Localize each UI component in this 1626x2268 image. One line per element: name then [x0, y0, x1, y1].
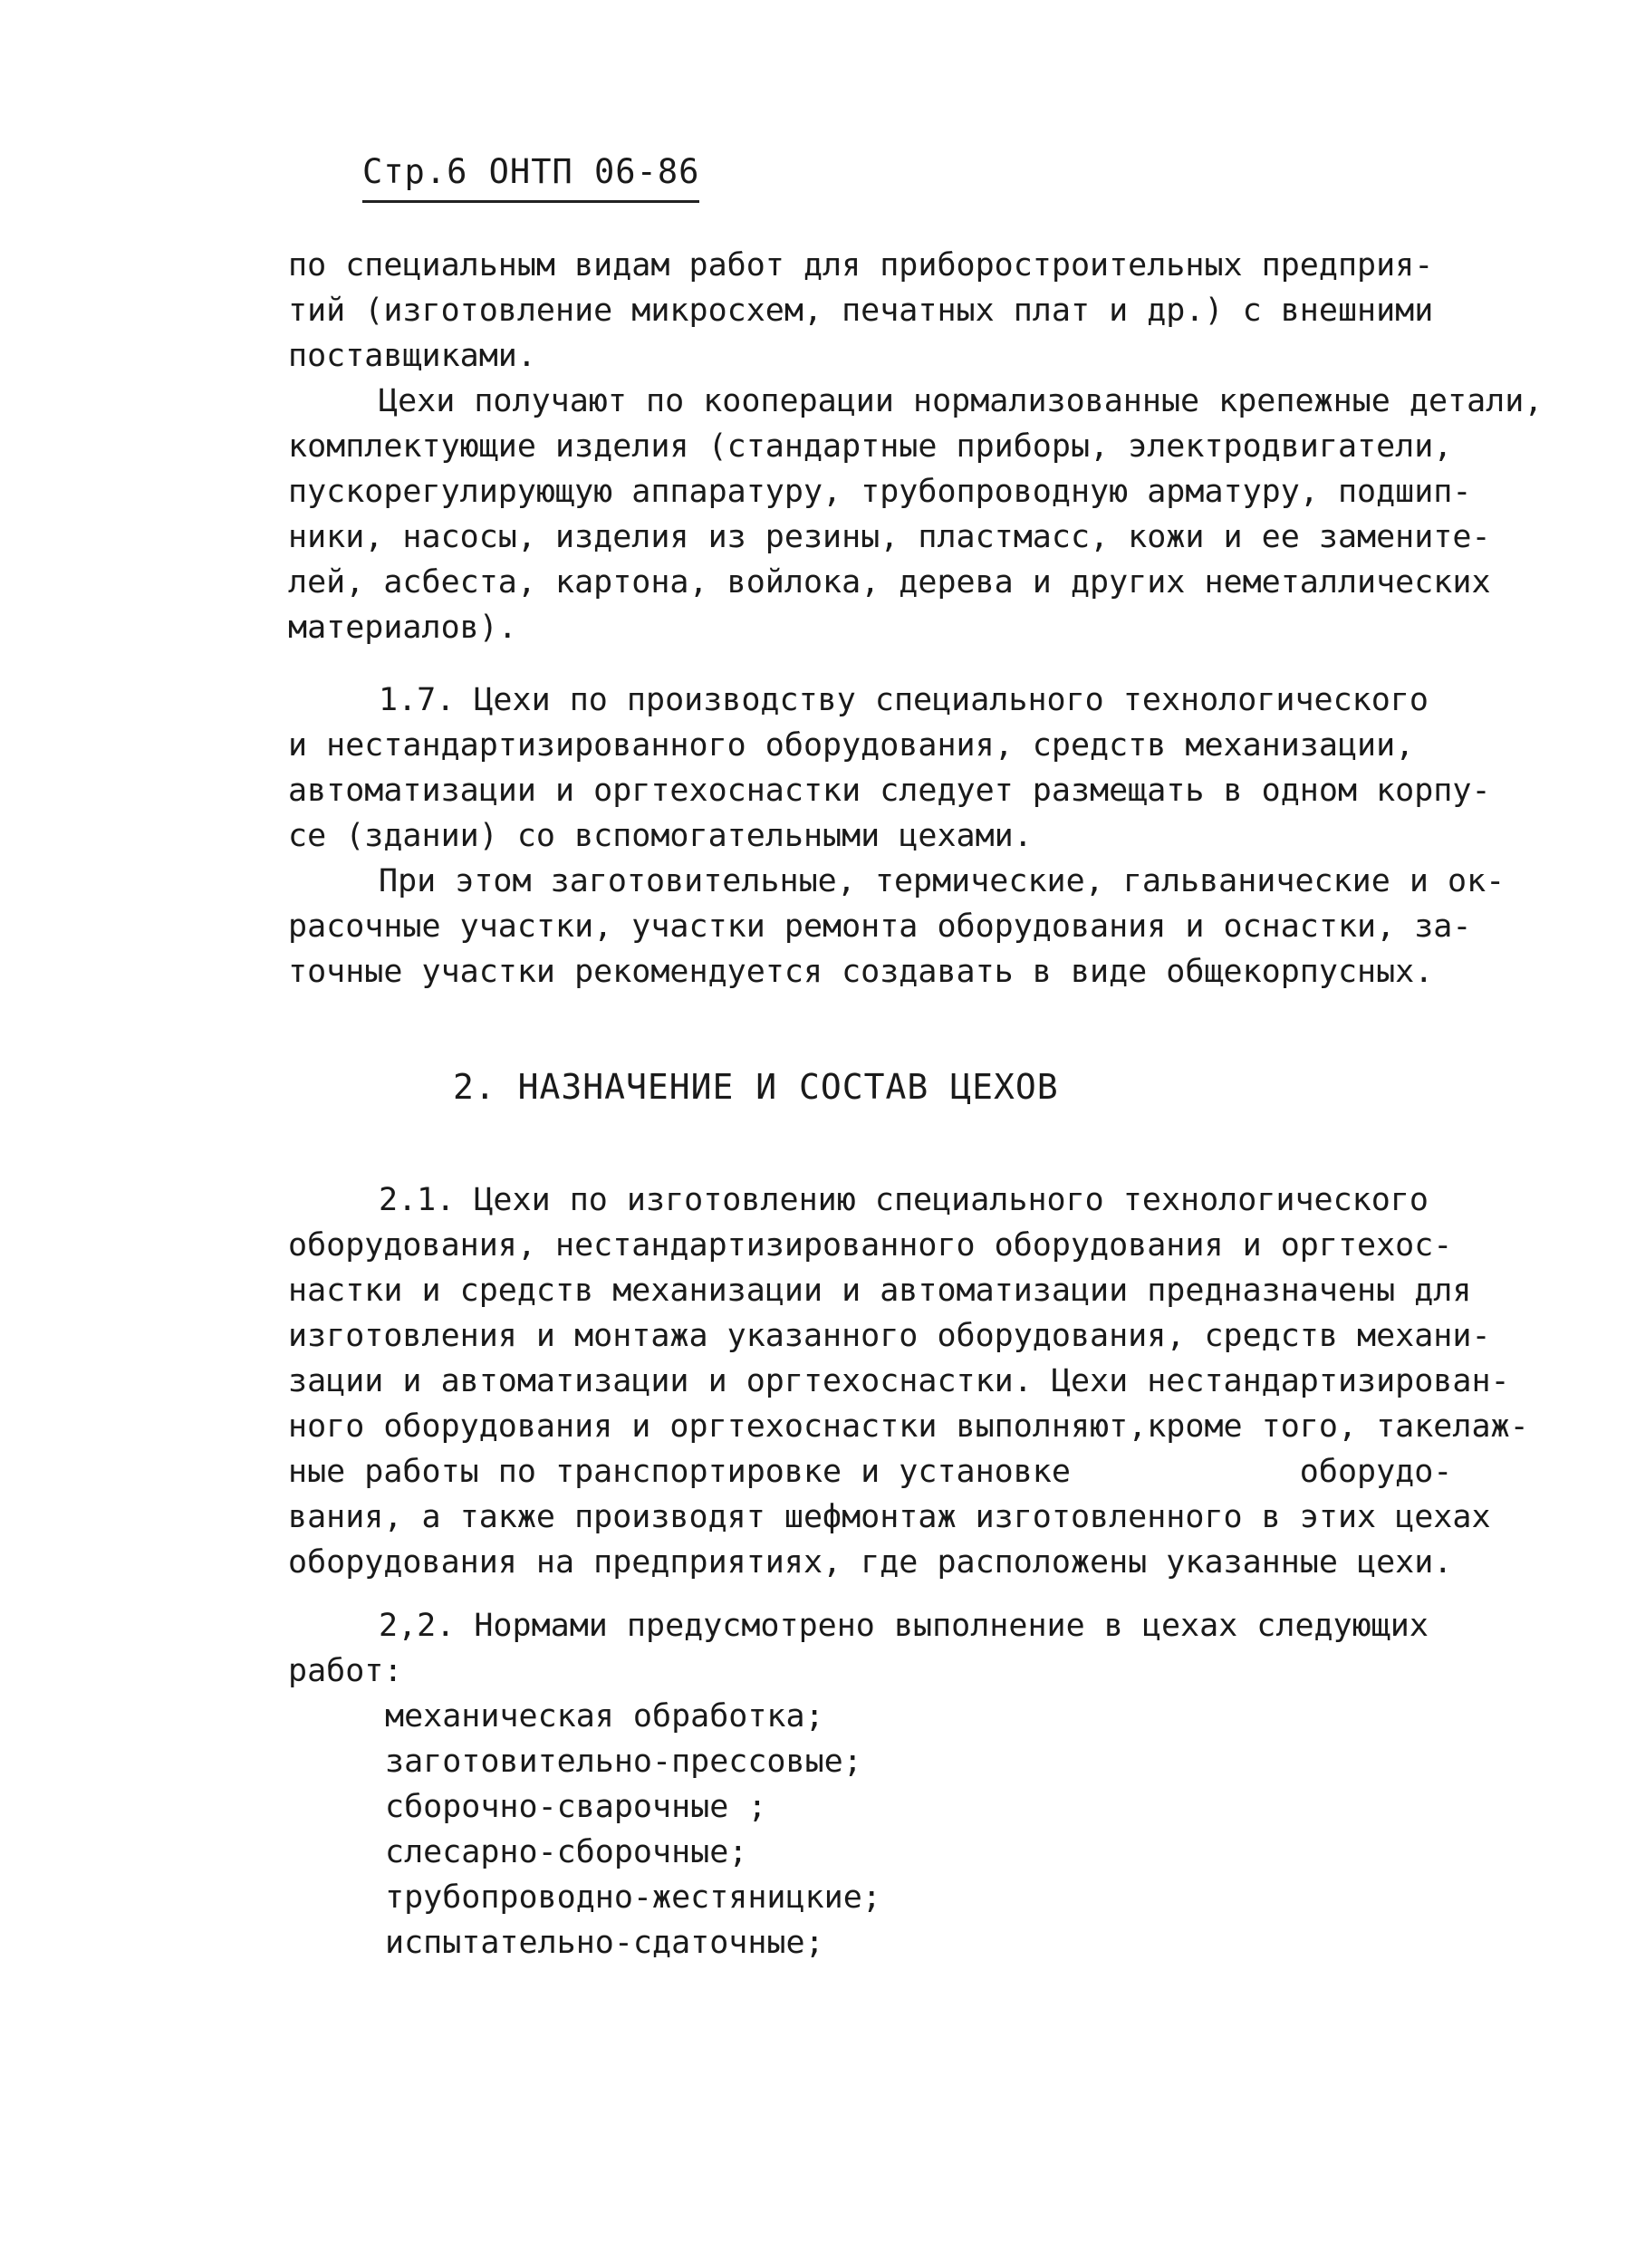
- text-line: автоматизации и оргтехоснастки следует размещать в одном корпу-: [288, 773, 1491, 809]
- list-item: трубопроводно-жестяницкие;: [385, 1879, 881, 1916]
- section-title: 2. НАЗНАЧЕНИЕ И СОСТАВ ЦЕХОВ: [453, 1067, 1059, 1107]
- text-line: расочные участки, участки ремонта оборудования и оснастки, за-: [288, 908, 1472, 945]
- text-line: При этом заготовительные, термические, гальванические и ок-: [379, 863, 1506, 899]
- text-line: 1.7. Цехи по производству специального технологического: [379, 682, 1429, 718]
- text-line: оборудования, нестандартизированного оборудования и оргтехос-: [288, 1227, 1453, 1264]
- list-item: заготовительно-прессовые;: [385, 1744, 862, 1780]
- paragraph-3: [288, 678, 1538, 859]
- page-header: Стр.6 ОНТП 06-86: [362, 152, 699, 203]
- text-line: оборудования на предприятиях, где расположены указанные цехи.: [288, 1544, 1453, 1581]
- text-line: изготовления и монтажа указанного оборудования, средств механи-: [288, 1318, 1491, 1354]
- text-line: комплектующие изделия (стандартные приборы, электродвигатели,: [288, 428, 1453, 465]
- text-line: лей, асбеста, картона, войлока, дерева и других неметаллических: [288, 564, 1491, 601]
- list-item: сборочно-сварочные ;: [385, 1789, 767, 1825]
- text-line: материалов).: [288, 610, 517, 646]
- list-item: слесарно-сборочные;: [385, 1834, 748, 1870]
- text-line: се (здании) со вспомогательными цехами.: [288, 818, 1033, 854]
- text-line: ного оборудования и оргтехоснастки выполняют,кроме того, такелаж-: [288, 1408, 1529, 1445]
- text-line: ники, насосы, изделия из резины, пластмасс, кожи и ее замените-: [288, 519, 1491, 555]
- text-line: тий (изготовление микросхем, печатных плат и др.) с внешними: [288, 293, 1434, 329]
- text-line: 2.1. Цехи по изготовлению специального технологического: [379, 1182, 1429, 1218]
- text-line: Цехи получают по кооперации нормализованные крепежные детали,: [379, 383, 1544, 419]
- text-line: точные участки рекомендуется создавать в виде общекорпусных.: [288, 954, 1434, 990]
- text-line: вания, а также производят шефмонтаж изготовленного в этих цехах: [288, 1499, 1491, 1535]
- paragraph-2: [288, 379, 1544, 650]
- paragraph-5: [288, 1177, 1538, 1585]
- work-list: [385, 1694, 881, 1965]
- text-line: и нестандартизированного оборудования, средств механизации,: [288, 727, 1415, 764]
- list-item: испытательно-сдаточные;: [385, 1925, 824, 1961]
- text-line: 2,2. Нормами предусмотрено выполнение в цехах следующих: [379, 1608, 1429, 1644]
- text-line: пускорегулирующую аппаратуру, трубопроводную арматуру, подшип-: [288, 474, 1472, 510]
- text-line: работ:: [288, 1653, 403, 1689]
- paragraph-6: [288, 1603, 1538, 1694]
- list-item: механическая обработка;: [385, 1698, 824, 1735]
- text-line: по специальным видам работ для приборостроительных предприя-: [288, 247, 1434, 284]
- text-line: поставщиками.: [288, 338, 536, 374]
- text-line: ные работы по транспортировке и установке оборудо-: [288, 1454, 1453, 1490]
- paragraph-4: [288, 859, 1538, 995]
- text-line: зации и автоматизации и оргтехоснастки. Цехи нестандартизирован-: [288, 1363, 1510, 1399]
- text-line: настки и средств механизации и автоматизации предназначены для: [288, 1273, 1472, 1309]
- paragraph-1: [288, 243, 1538, 379]
